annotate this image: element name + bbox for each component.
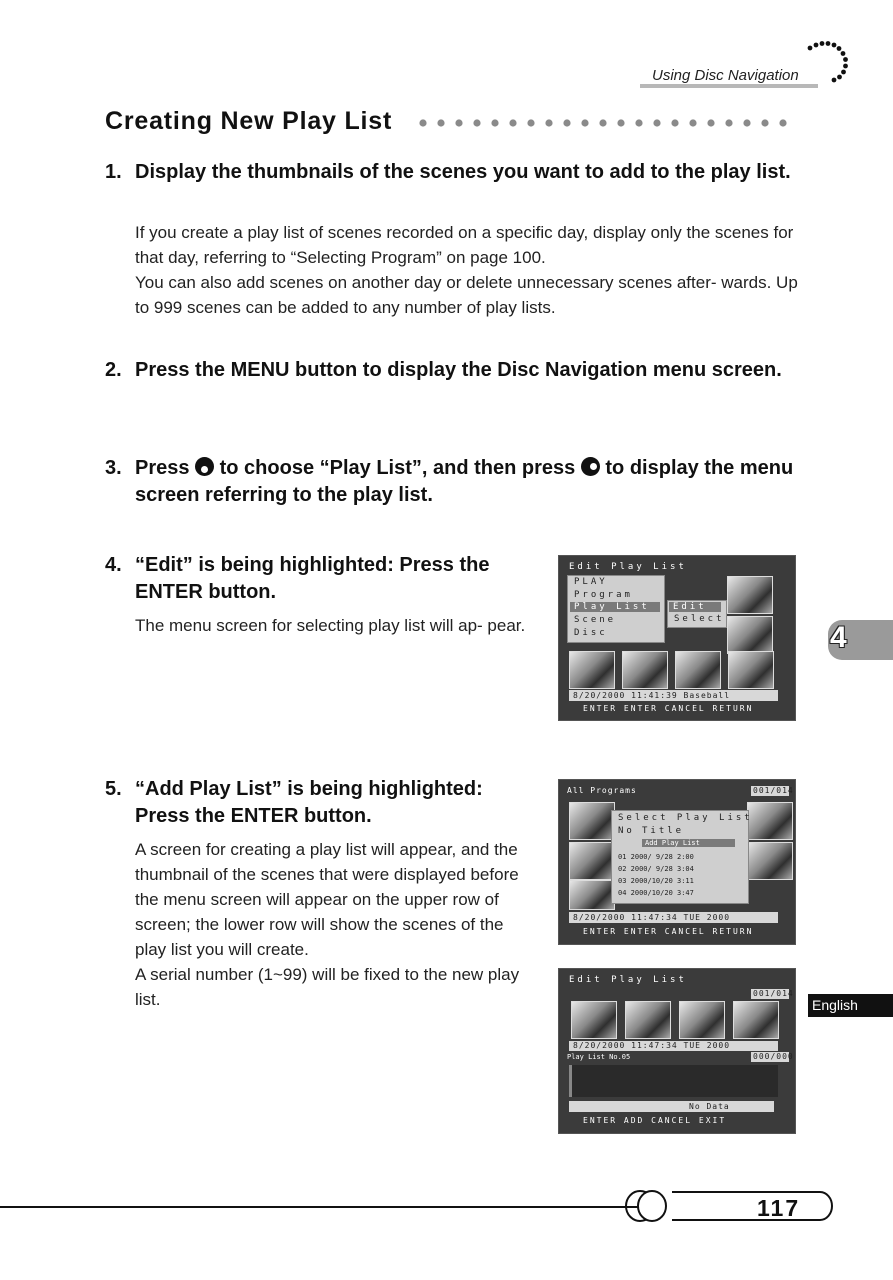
screen-title: Edit Play List xyxy=(569,562,687,572)
dialog-title: Select Play List xyxy=(618,813,753,823)
screen-title: All Programs xyxy=(567,786,637,795)
step-text-part: to display the menu screen referring to the play list. xyxy=(135,457,794,506)
step-1-body xyxy=(135,220,800,320)
scene-thumbnail xyxy=(747,842,793,880)
step-text: Display the thumbnails of the scenes you want to add to the play list. xyxy=(135,161,791,183)
page-number-frame-icon xyxy=(620,1188,835,1224)
scene-thumbnail xyxy=(569,842,615,880)
scene-thumbnail xyxy=(675,651,721,689)
no-data-bar: No Data xyxy=(569,1101,774,1112)
counter: 000/000 xyxy=(753,1052,794,1061)
step-number: 2. xyxy=(105,359,122,381)
play-list-scenes-area xyxy=(569,1065,778,1097)
step-text: Press the MENU button to display the Disc Navigation menu screen. xyxy=(135,359,782,381)
scene-thumbnail xyxy=(569,651,615,689)
screenshot-select-play-list xyxy=(558,779,796,945)
language-tab: English xyxy=(808,994,893,1017)
footer-rule xyxy=(0,1206,660,1208)
play-list-submenu xyxy=(667,600,727,628)
scene-thumbnail xyxy=(727,576,773,614)
submenu-item-select: Select xyxy=(674,614,725,624)
list-item: 03 2000/10/20 3:11 xyxy=(618,877,694,885)
step-number: 4. xyxy=(105,554,122,576)
step-text xyxy=(135,455,805,509)
column-header-no: No xyxy=(618,826,635,836)
scene-thumbnail xyxy=(625,1001,671,1039)
disc-nav-menu xyxy=(567,575,665,643)
step-5-body xyxy=(135,837,535,1012)
column-header-title: Title xyxy=(642,826,685,836)
step-1-heading xyxy=(105,159,805,186)
scene-thumbnail xyxy=(571,1001,617,1039)
page-title: Creating New Play List xyxy=(105,107,393,135)
list-item: 02 2000/ 9/28 3:04 xyxy=(618,865,694,873)
status-bar: 8/20/2000 11:47:34 TUE 2000 xyxy=(569,912,778,923)
step-number: 5. xyxy=(105,778,122,800)
scene-thumbnail xyxy=(747,802,793,840)
scene-thumbnail xyxy=(569,880,615,910)
screen-footer: ENTER ENTER CANCEL RETURN xyxy=(583,927,754,936)
step-text: “Add Play List” is being highlighted: Press the ENTER button. xyxy=(135,778,483,827)
list-item-add-play-list: Add Play List xyxy=(642,839,735,847)
step-2-heading xyxy=(105,357,785,384)
paragraph: You can also add scenes on another day or delete unnecessary scenes after- wards. Up to 999 scenes can be added to any number of play lists. xyxy=(135,273,798,317)
disc-arc-icon xyxy=(800,38,852,90)
menu-item-program: Program xyxy=(574,590,633,600)
submenu-item-edit: Edit xyxy=(669,602,721,612)
chapter-number: 4 xyxy=(830,621,847,654)
screen-footer: ENTER ENTER CANCEL RETURN xyxy=(583,704,754,713)
step-number: 1. xyxy=(105,161,122,183)
step-text-part: to choose “Play List”, and then press xyxy=(219,457,576,479)
scene-thumbnail xyxy=(622,651,668,689)
menu-item-disc: Disc xyxy=(574,628,608,638)
scene-thumbnail xyxy=(679,1001,725,1039)
page-number: 117 xyxy=(757,1195,801,1221)
scene-thumbnail xyxy=(727,616,773,654)
screen-footer: ENTER ADD CANCEL EXIT xyxy=(583,1116,727,1125)
step-5-heading xyxy=(105,776,535,830)
header-rule xyxy=(640,84,818,88)
menu-item-scene: Scene xyxy=(574,615,617,625)
paragraph: The menu screen for selecting play list will ap- pear. xyxy=(135,616,526,635)
paragraph: If you create a play list of scenes recorded on a specific day, display only the scenes for that day, referring to “Selecting Program” on page 100. xyxy=(135,223,794,267)
screenshot-add-play-list xyxy=(558,968,796,1134)
running-header: Using Disc Navigation xyxy=(652,67,799,84)
status-bar: 8/20/2000 11:47:34 TUE 2000 xyxy=(569,1041,778,1051)
paragraph: A screen for creating a play list will appear, and the thumbnail of the scenes that were displayed before the menu screen will appear on the upper row of screen; the lower row will show the scenes of the play list you will create. xyxy=(135,840,519,959)
step-number: 3. xyxy=(105,457,122,479)
step-text: “Edit” is being highlighted: Press the ENTER button. xyxy=(135,554,490,603)
list-item: 04 2000/10/20 3:47 xyxy=(618,889,694,897)
step-text-part: Press xyxy=(135,457,190,479)
menu-item-play: PLAY xyxy=(574,577,608,587)
title-dot-leader xyxy=(418,118,798,128)
scene-thumbnail xyxy=(569,802,615,840)
scene-thumbnail xyxy=(728,651,774,689)
right-button-icon xyxy=(581,457,600,476)
select-play-list-dialog xyxy=(611,810,753,904)
counter: 001/014 xyxy=(753,786,794,795)
counter: 001/014 xyxy=(753,989,794,998)
step-3-heading xyxy=(105,455,805,509)
step-4-heading xyxy=(105,552,535,606)
step-4-body xyxy=(135,613,535,638)
menu-item-play-list: Play List xyxy=(570,602,660,612)
list-item: 01 2000/ 9/28 2:00 xyxy=(618,853,694,861)
screenshot-edit-play-list-menu xyxy=(558,555,796,721)
status-bar: 8/20/2000 11:41:39 Baseball xyxy=(569,690,778,701)
play-list-number: Play List No.05 xyxy=(567,1053,631,1061)
scene-thumbnail xyxy=(733,1001,779,1039)
screen-title: Edit Play List xyxy=(569,975,687,985)
down-button-icon xyxy=(195,457,214,476)
paragraph: A serial number (1~99) will be fixed to the new play list. xyxy=(135,965,520,1009)
